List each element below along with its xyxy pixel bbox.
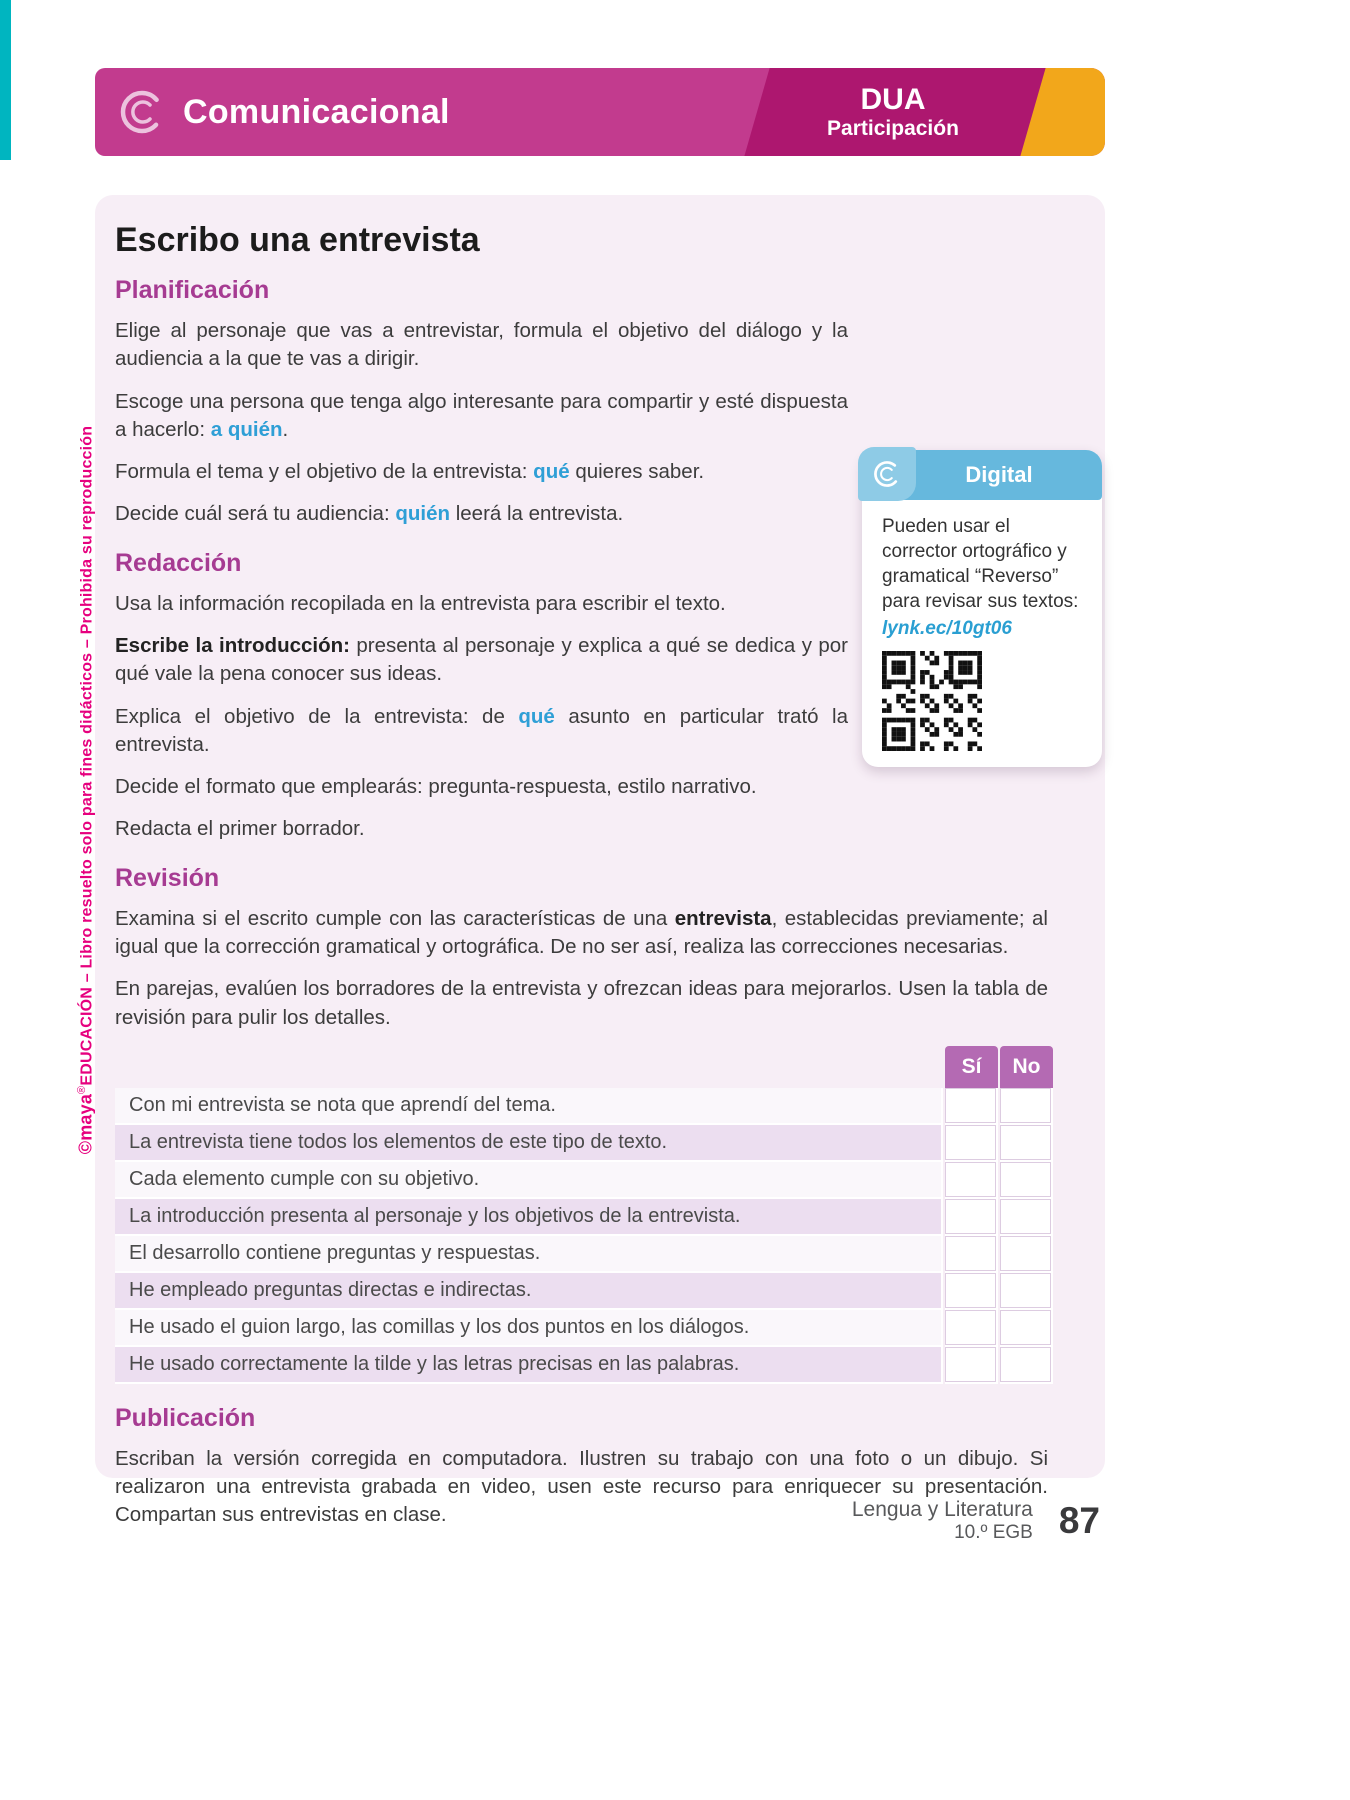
checkbox-cell-no [1000,1199,1053,1236]
paragraph: Decide cuál será tu audiencia: quién leerá la entrevista. [115,502,624,526]
table-row: Con mi entrevista se nota que aprendí del tema. [115,1088,1053,1125]
heading-planificacion: Planificación [115,276,270,304]
digital-body-text: Pueden usar el corrector ortográfico y gramatical “Reverso” para revisar sus textos: lynk.ec/10gt06 [862,500,1102,641]
checkbox-cell-si [945,1199,998,1236]
paragraph: Explica el objetivo de la entrevista: de qué asunto en particular trató la entrevista. [115,704,848,756]
footer-subject: Lengua y Literatura [851,1498,1033,1521]
paragraph: Redacta el primer borrador. [115,817,365,841]
digital-link[interactable]: lynk.ec/10gt06 [882,618,1012,640]
highlight-term: a quién [210,417,283,441]
checkbox-cell-no [1000,1347,1053,1384]
highlight-term: qué [518,704,555,728]
digital-logo-tab [858,447,916,501]
paragraph: Usa la información recopilada en la entrevista para escribir el texto. [115,591,726,615]
page-title: Escribo una entrevista [115,221,480,259]
dua-title: DUA [860,82,926,116]
checkbox-cell-si [945,1273,998,1310]
table-row: La entrevista tiene todos los elementos de este tipo de texto. [115,1125,1053,1162]
qr-code [882,651,982,751]
heading-redaccion: Redacción [115,548,242,577]
table-row: El desarrollo contiene preguntas y respuestas. [115,1236,1053,1273]
comunicacional-c-icon [117,87,167,137]
checkbox-cell-si [945,1162,998,1199]
paragraph: Escriban la versión corregida en computadora. Ilustren su trabajo con una foto o un dibujo. Si realizaron una entrevista grabada en video, usen este recurso para enriquecer su presentación. Compartan sus entrevistas en clase. [115,1446,1048,1527]
copyright-notice: EDUCACIÓN – Libro resuelto solo para fines didácticos – Prohibida su reproducción [78,425,96,1086]
checkbox-cell-no [1000,1273,1053,1310]
page-number: 87 [1058,1500,1100,1541]
table-row: Cada elemento cumple con su objetivo. [115,1162,1053,1199]
checkbox-cell-no [1000,1125,1053,1162]
checkbox-cell-no [1000,1162,1053,1199]
dua-subtitle: Participación [827,116,959,140]
page-footer [852,1498,1100,1544]
column-header-no: No [1000,1046,1053,1088]
paragraph: Elige al personaje que vas a entrevistar, formula el objetivo del diálogo y la audiencia a la que te vas a dirigir. [115,319,848,371]
checkbox-cell-si [945,1088,998,1125]
highlight-term: qué [533,460,570,484]
checkbox-cell-si [945,1310,998,1347]
paragraph: Formula el tema y el objetivo de la entrevista: qué quieres saber. [115,460,705,484]
checkbox-cell-si [945,1236,998,1273]
table-row: He usado correctamente la tilde y las letras precisas en las palabras. [115,1347,1053,1384]
section-banner [95,68,1105,156]
highlight-term: quién [395,502,451,526]
footer-grade: 10.º EGB [954,1522,1033,1543]
checkbox-cell-si [945,1347,998,1384]
heading-revision: Revisión [115,863,220,892]
checkbox-cell-no [1000,1310,1053,1347]
registered-mark: ® [76,1085,89,1094]
digital-c-icon [870,457,904,491]
copyright-vertical-text [76,426,97,1155]
bold-term: entrevista [674,906,772,930]
digital-card-header [862,450,1102,500]
table-row: He empleado preguntas directas e indirectas. [115,1273,1053,1310]
heading-publicacion: Publicación [115,1403,256,1432]
banner-title: Comunicacional [183,92,450,131]
table-row: He usado el guion largo, las comillas y los dos puntos en los diálogos. [115,1310,1053,1347]
dua-label [773,68,1013,156]
digital-title: Digital [965,462,1033,487]
revision-checklist-table [115,1046,1053,1384]
paragraph: En parejas, evalúen los borradores de la entrevista y ofrezcan ideas para mejorarlos. Usen la tabla de revisión para pulir los detalles. [115,977,1048,1029]
table-header-row [115,1046,1053,1088]
paragraph: Escribe la introducción: presenta al personaje y explica a qué se dedica y por qué vale la pena conocer sus ideas. [115,633,848,686]
paragraph: Escoge una persona que tenga algo interesante para compartir y esté dispuesta a hacerlo: a quién. [115,389,848,441]
page-edge-accent [0,0,11,160]
paragraph: Decide el formato que emplearás: pregunta-respuesta, estilo narrativo. [115,775,757,799]
publisher-brand: ©maya [75,1093,96,1155]
table-header-spacer [115,1046,943,1088]
column-header-si: Sí [945,1046,998,1088]
bold-lead: Escribe la introducción: [115,633,350,657]
paragraph: Examina si el escrito cumple con las características de una entrevista, establecidas previamente; al igual que la corrección gramatical y ortográfica. De no ser así, realiza las correcciones necesarias. [115,906,1048,958]
checkbox-cell-si [945,1125,998,1162]
digital-callout-card [862,450,1102,767]
table-row: La introducción presenta al personaje y los objetivos de la entrevista. [115,1199,1053,1236]
checkbox-cell-no [1000,1088,1053,1125]
checkbox-cell-no [1000,1236,1053,1273]
